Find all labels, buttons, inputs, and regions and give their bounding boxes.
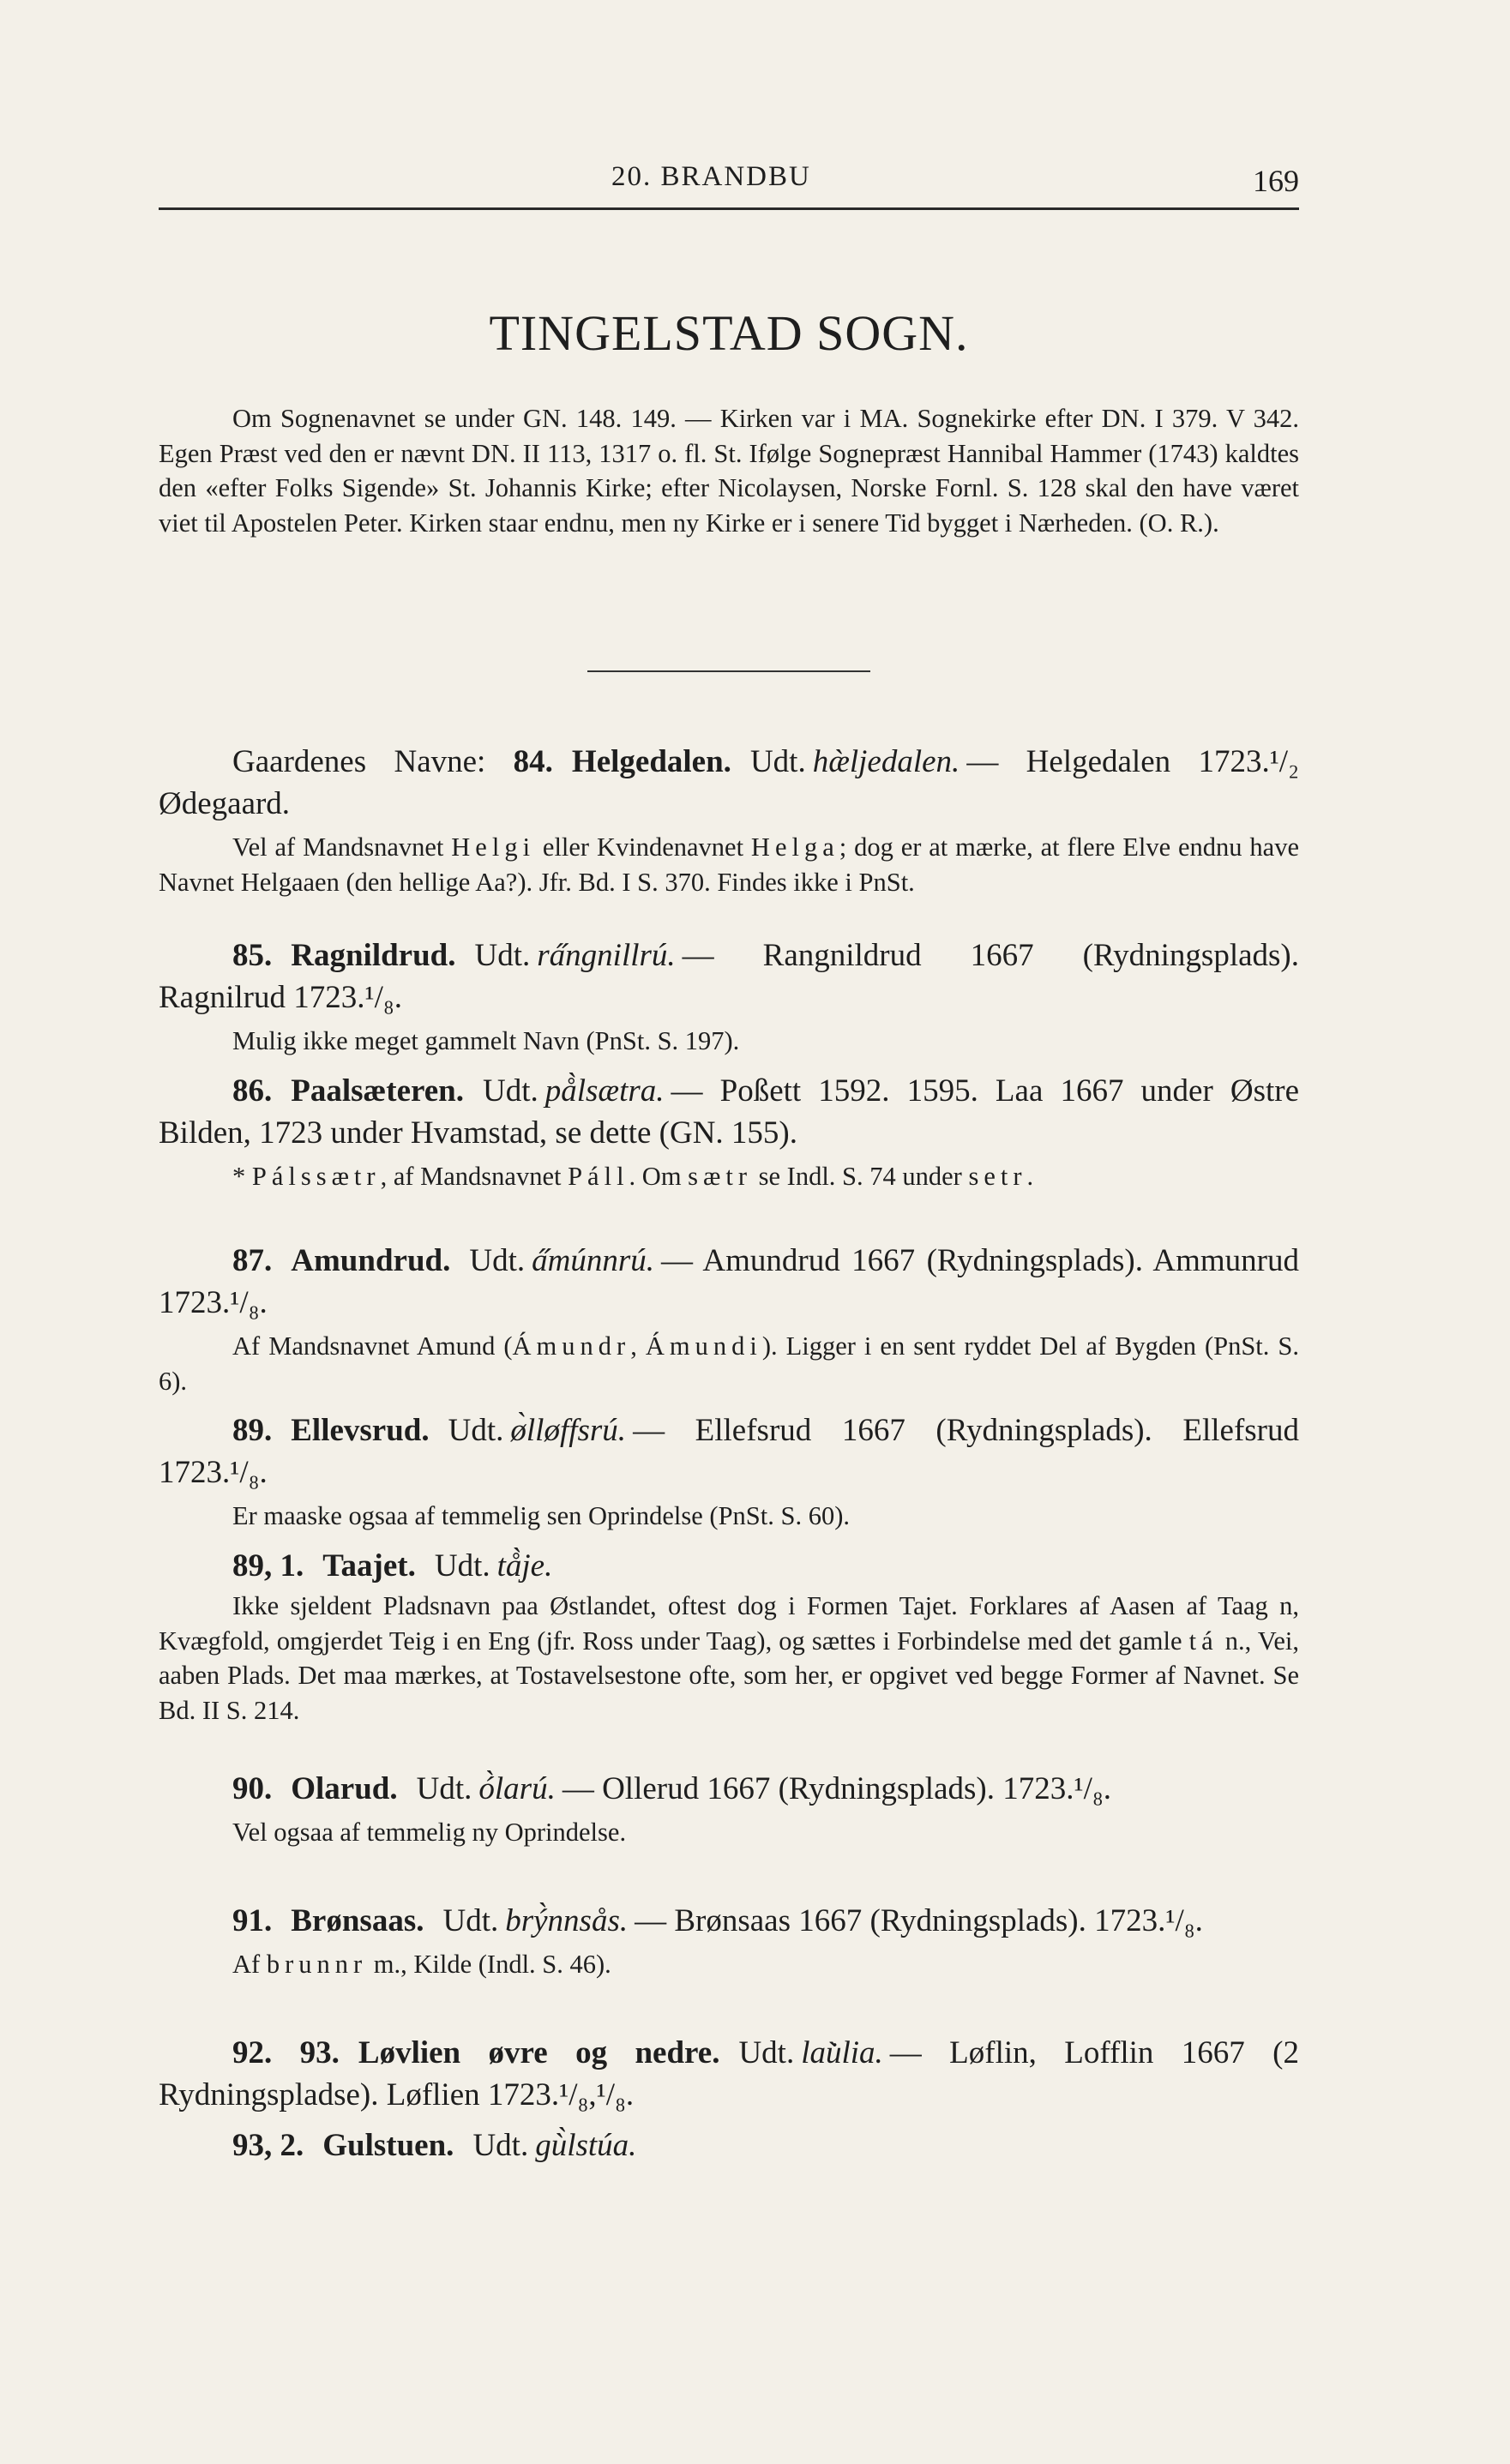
farm-name: Gulstuen. bbox=[322, 2128, 454, 2163]
entry-91 bbox=[159, 1900, 1299, 1982]
entry-text: — Rangnildrud 1667 (Rydningsplads). Ragnilrud 1723.¹/₈. bbox=[159, 938, 1299, 1015]
farm-name: Taajet. bbox=[322, 1548, 416, 1584]
entry-note bbox=[159, 1159, 1299, 1194]
farm-name: Ellevsrud. bbox=[291, 1413, 430, 1448]
spaced-name: sætr bbox=[688, 1162, 753, 1191]
entry-note: Mulig ikke meget gammelt Navn (PnSt. S. 197). bbox=[232, 1026, 740, 1055]
farm-name: Paalsæteren. bbox=[291, 1073, 464, 1109]
entry-84 bbox=[159, 741, 1299, 899]
entry-number: 90. bbox=[232, 1771, 273, 1806]
section-divider bbox=[587, 670, 870, 672]
pronunciation-label: Udt. bbox=[749, 744, 806, 779]
entry-note bbox=[159, 1329, 1299, 1398]
entry-90 bbox=[159, 1768, 1299, 1850]
pronunciation-label: Udt. bbox=[448, 1413, 504, 1448]
entry-number: 87. bbox=[232, 1243, 273, 1278]
note-text: ; dog er at mærke, at flere Elve endnu have Navnet Helgaaen (den hellige Aa?). Jfr. Bd. I S. 370. Findes ikke i PnSt. bbox=[159, 832, 1299, 897]
pronunciation: ó̀larú. bbox=[478, 1771, 556, 1806]
intro-paragraph: Om Sognenavnet se under GN. 148. 149. — Kirken var i MA. Sognekirke efter DN. I 379. V 342. Egen Præst ved den er nævnt DN. II 113, 1317 o. fl. St. Ifølge Sognepræst Hannibal Hammer (1743) kaldtes den «efter Folks Sigende» St. Johannis Kirke; efter Nicolaysen, Norske Fornl. S. 128 skal den have været viet til Apostelen Peter. Kirken staar endnu, men ny Kirke er i senere Tid bygget i Nærheden. (O. R.). bbox=[159, 404, 1299, 538]
note-text: , af Mandsnavnet bbox=[380, 1162, 569, 1191]
spaced-name: Ámundi bbox=[645, 1331, 762, 1361]
farm-name: Brønsaas. bbox=[291, 1903, 424, 1938]
pronunciation: tå̀je. bbox=[496, 1548, 553, 1584]
note-text: Vel af Mandsnavnet bbox=[232, 832, 452, 862]
entry-note bbox=[159, 1589, 1299, 1728]
farm-name: Helgedalen. bbox=[571, 744, 731, 779]
entry-number: 93, 2. bbox=[232, 2128, 304, 2163]
note-text: Af bbox=[232, 1950, 267, 1979]
pronunciation: a̋múnnrú. bbox=[532, 1243, 654, 1278]
farm-name: Ragnildrud. bbox=[291, 938, 456, 973]
entry-main-line bbox=[159, 2032, 1299, 2116]
pronunciation: gù̀lstúa. bbox=[535, 2128, 637, 2163]
pronunciation-label: Udt. bbox=[472, 2128, 529, 2163]
entry-main-line bbox=[159, 741, 1299, 825]
entry-text: — Brønsaas 1667 (Rydningsplads). 1723.¹/₈. bbox=[635, 1903, 1203, 1938]
entry-main-line bbox=[159, 1900, 1299, 1942]
spaced-name: tá bbox=[1188, 1626, 1218, 1656]
pronunciation-label: Udt. bbox=[434, 1548, 490, 1584]
farm-name: Olarud. bbox=[291, 1771, 398, 1806]
pronunciation: på̀lsætra. bbox=[544, 1073, 665, 1109]
note-text: . Om bbox=[629, 1162, 689, 1191]
spaced-name: Pálssætr bbox=[251, 1162, 381, 1191]
entry-number: 85. bbox=[232, 938, 273, 973]
entry-note: Vel ogsaa af temmelig ny Oprindelse. bbox=[232, 1818, 627, 1847]
pronunciation-label: Udt. bbox=[483, 1073, 538, 1109]
entry-note bbox=[159, 830, 1299, 899]
entry-89-1 bbox=[159, 1545, 1299, 1728]
note-text: eller Kvindenavnet bbox=[535, 832, 751, 862]
spaced-name: setr bbox=[968, 1162, 1027, 1191]
entry-main-line bbox=[159, 1240, 1299, 1324]
note-text: m., Kilde (Indl. S. 46). bbox=[367, 1950, 611, 1979]
spaced-name: Helga bbox=[750, 832, 839, 862]
running-title: 20. BRANDBU bbox=[611, 161, 811, 192]
entry-main-line bbox=[159, 1409, 1299, 1493]
pronunciation-label: Udt. bbox=[474, 938, 531, 973]
pronunciation: ra̋ngnillrú. bbox=[537, 938, 676, 973]
entry-87 bbox=[159, 1240, 1299, 1398]
entry-number: 89. bbox=[232, 1413, 273, 1448]
entry-text: — Ollerud 1667 (Rydningsplads). 1723.¹/₈. bbox=[562, 1771, 1111, 1806]
entry-93-2 bbox=[159, 2124, 1299, 2167]
pronunciation-label: Udt. bbox=[416, 1771, 472, 1806]
note-text: Ikke sjeldent Pladsnavn paa Østlandet, oftest dog i Formen Tajet. Forklares af Aasen af Taag n, Kvægfold, omgjerdet Teig i en Eng (jfr. Ross under Taag), og sættes i Forbindelse med det gamle bbox=[159, 1591, 1299, 1656]
entry-main-line bbox=[159, 935, 1299, 1019]
farm-name: Løvlien øvre og nedre. bbox=[358, 2035, 720, 2070]
entry-number: 92. 93. bbox=[232, 2035, 340, 2070]
entry-note: Er maaske ogsaa af temmelig sen Oprindelse (PnSt. S. 60). bbox=[232, 1501, 850, 1530]
entry-86 bbox=[159, 1070, 1299, 1194]
pronunciation: brý̀nnsås. bbox=[505, 1903, 629, 1938]
entry-text: — Helgedalen 1723.¹/₂ Ødegaard. bbox=[159, 744, 1299, 821]
section-label: Gaardenes Navne: bbox=[232, 744, 486, 779]
pronunciation-label: Udt. bbox=[738, 2035, 795, 2070]
spaced-name: Ámundr bbox=[512, 1331, 631, 1361]
note-text: se Indl. S. 74 under bbox=[752, 1162, 969, 1191]
entry-89 bbox=[159, 1409, 1299, 1534]
spaced-name: brunnr bbox=[266, 1950, 368, 1979]
spaced-name: Páll bbox=[568, 1162, 629, 1191]
entry-text: — Ellefsrud 1667 (Rydningsplads). Ellefsrud 1723.¹/₈. bbox=[159, 1413, 1299, 1490]
pronunciation-label: Udt. bbox=[442, 1903, 499, 1938]
pronunciation: hæ̀ljedalen. bbox=[812, 744, 960, 779]
entry-number: 86. bbox=[232, 1073, 273, 1109]
entry-number: 84. bbox=[513, 744, 553, 779]
pronunciation-label: Udt. bbox=[469, 1243, 526, 1278]
pronunciation: ø̀lløffsrú. bbox=[510, 1413, 627, 1448]
entry-92-93 bbox=[159, 2032, 1299, 2116]
note-text: Af Mandsnavnet Amund ( bbox=[232, 1331, 513, 1361]
pronunciation: lau̇̀lia. bbox=[801, 2035, 883, 2070]
entry-main-line bbox=[159, 1768, 1299, 1810]
parish-title: TINGELSTAD SOGN. bbox=[489, 305, 969, 361]
note-text: ). Ligger i en sent ryddet Del af Bygden (PnSt. S. 6). bbox=[159, 1331, 1299, 1396]
note-text: , bbox=[630, 1331, 646, 1361]
note-text: . bbox=[1026, 1162, 1034, 1191]
entry-85 bbox=[159, 935, 1299, 1059]
note-text: n., Vei, aaben Plads. Det maa mærkes, at Tostavelsestone ofte, som her, er opgivet ved begge Former af Navnet. Se Bd. II S. 214. bbox=[159, 1626, 1299, 1725]
entry-note bbox=[159, 1947, 1299, 1982]
note-text: * bbox=[232, 1162, 252, 1191]
entry-text: — Løflin, Lofflin 1667 (2 Rydningspladse). Løflien 1723.¹/₈,¹/₈. bbox=[159, 2035, 1300, 2112]
entry-main-line bbox=[159, 2124, 1299, 2167]
header-rule bbox=[159, 207, 1299, 210]
entry-number: 89, 1. bbox=[232, 1548, 304, 1584]
entry-text: — Poßett 1592. 1595. Laa 1667 under Østre Bilden, 1723 under Hvamstad, se dette (GN. 155). bbox=[159, 1073, 1299, 1151]
entry-main-line bbox=[159, 1545, 1299, 1587]
entry-text: — Amundrud 1667 (Rydningsplads). Ammunrud 1723.¹/₈. bbox=[159, 1243, 1299, 1320]
entry-number: 91. bbox=[232, 1903, 273, 1938]
page-number: 169 bbox=[1253, 164, 1299, 198]
spaced-name: Helgi bbox=[451, 832, 536, 862]
entry-main-line bbox=[159, 1070, 1299, 1154]
running-head bbox=[159, 161, 1299, 213]
farm-name: Amundrud. bbox=[291, 1243, 451, 1278]
